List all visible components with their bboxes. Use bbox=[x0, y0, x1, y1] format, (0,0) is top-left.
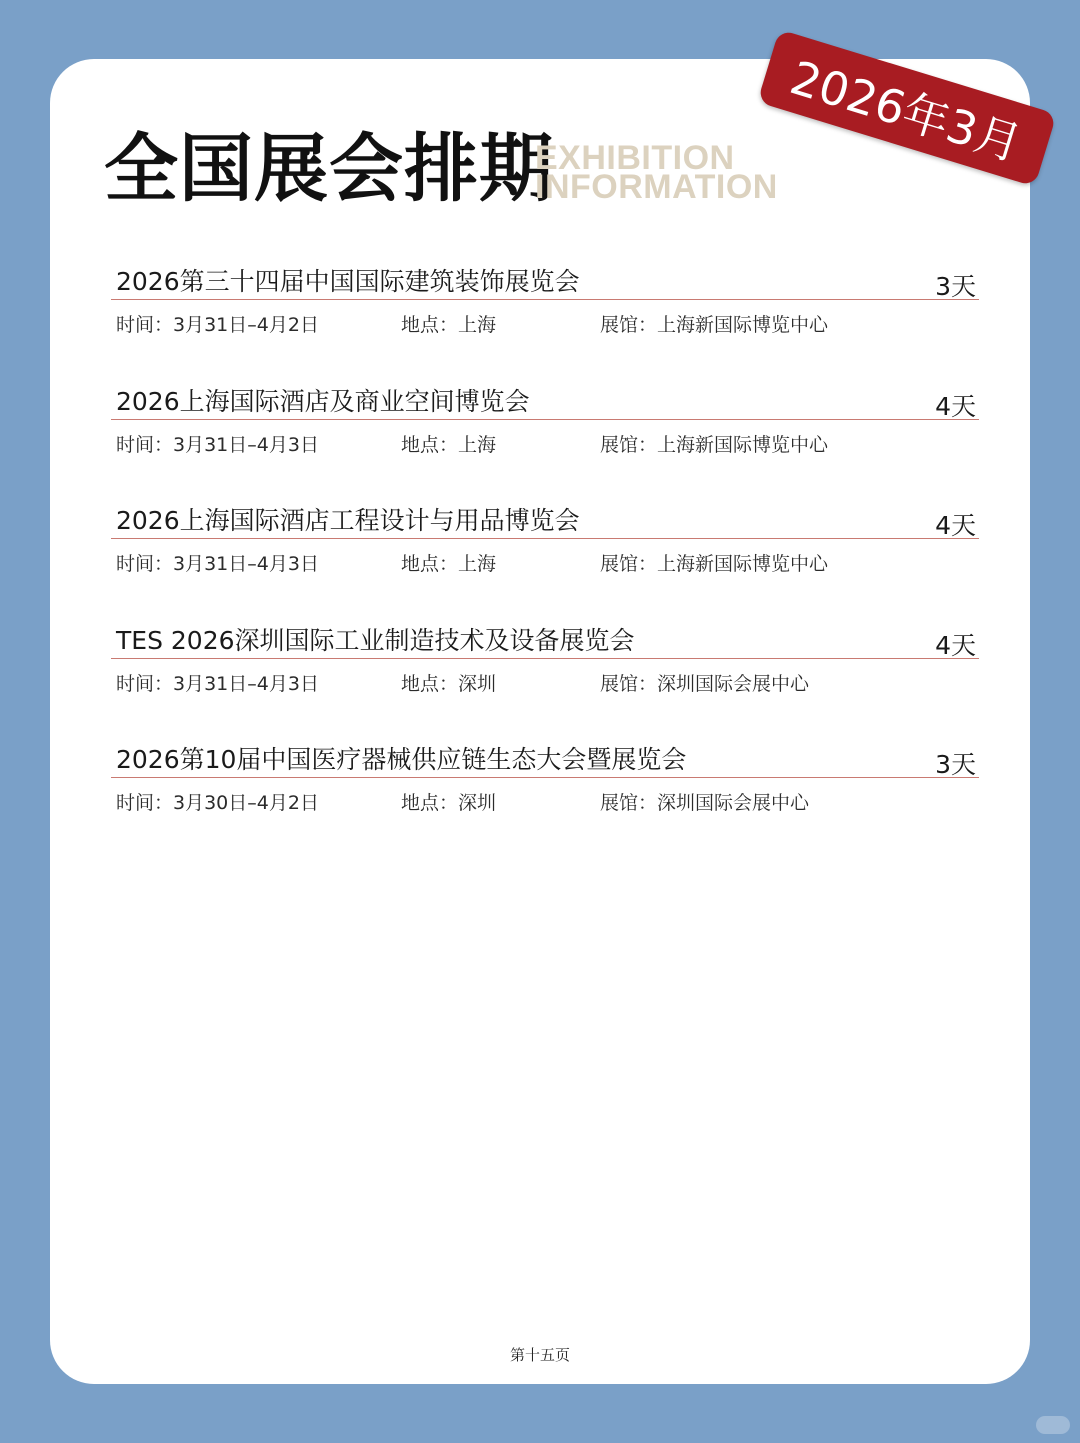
exhibition-name: TES 2026深圳国际工业制造技术及设备展览会 bbox=[116, 625, 635, 655]
exhibition-time: 时间：3月31日–4月2日 bbox=[116, 314, 319, 336]
exhibition-duration: 4天 bbox=[935, 391, 976, 421]
subtitle-line-1: EXHIBITION bbox=[535, 139, 735, 177]
exhibition-place: 地点：深圳 bbox=[401, 672, 497, 695]
exhibition-header bbox=[111, 617, 979, 659]
exhibition-time: 时间：3月31日–4月3日 bbox=[116, 672, 319, 695]
exhibition-name: 2026上海国际酒店工程设计与用品博览会 bbox=[116, 506, 580, 535]
watermark-badge bbox=[1036, 1416, 1070, 1434]
exhibition-item bbox=[111, 497, 979, 617]
exhibition-item bbox=[111, 736, 979, 856]
exhibition-details bbox=[111, 539, 979, 579]
exhibition-item bbox=[111, 258, 979, 378]
exhibition-hall: 展馆：上海新国际博览中心 bbox=[600, 433, 829, 456]
exhibition-hall: 展馆：深圳国际会展中心 bbox=[600, 792, 810, 814]
exhibition-duration: 4天 bbox=[935, 511, 976, 540]
page-subtitle-en bbox=[535, 139, 778, 206]
exhibition-details bbox=[111, 659, 979, 699]
exhibition-list bbox=[111, 258, 979, 856]
exhibition-name: 2026第三十四届中国国际建筑装饰展览会 bbox=[116, 267, 580, 296]
exhibition-name: 2026上海国际酒店及商业空间博览会 bbox=[116, 386, 530, 416]
exhibition-time: 时间：3月31日–4月3日 bbox=[116, 433, 319, 456]
exhibition-hall: 展馆：上海新国际博览中心 bbox=[600, 553, 829, 575]
exhibition-place: 地点：上海 bbox=[401, 314, 497, 336]
page-number: 第十五页 bbox=[509, 1346, 570, 1364]
exhibition-header bbox=[111, 378, 979, 420]
exhibition-hall: 展馆：深圳国际会展中心 bbox=[600, 672, 810, 695]
exhibition-details bbox=[111, 778, 979, 818]
exhibition-place: 地点：深圳 bbox=[401, 792, 497, 814]
exhibition-name: 2026第10届中国医疗器械供应链生态大会暨展览会 bbox=[116, 745, 687, 774]
exhibition-place: 地点：上海 bbox=[401, 433, 497, 456]
exhibition-details bbox=[111, 300, 979, 340]
exhibition-item bbox=[111, 378, 979, 498]
exhibition-details bbox=[111, 420, 979, 460]
page-title: 全国展会排期 bbox=[104, 126, 554, 212]
exhibition-item bbox=[111, 617, 979, 737]
exhibition-duration: 3天 bbox=[935, 750, 976, 779]
exhibition-place: 地点：上海 bbox=[401, 553, 497, 575]
exhibition-header bbox=[111, 497, 979, 539]
exhibition-duration: 3天 bbox=[935, 272, 976, 301]
date-banner-text: 2026年3月 bbox=[784, 50, 1028, 172]
exhibition-header bbox=[111, 736, 979, 778]
exhibition-time: 时间：3月30日–4月2日 bbox=[116, 792, 319, 814]
exhibition-time: 时间：3月31日–4月3日 bbox=[116, 553, 319, 575]
exhibition-hall: 展馆：上海新国际博览中心 bbox=[600, 314, 829, 336]
exhibition-header bbox=[111, 258, 979, 300]
subtitle-line-2: INFORMATION bbox=[535, 168, 778, 206]
exhibition-duration: 4天 bbox=[935, 630, 976, 660]
